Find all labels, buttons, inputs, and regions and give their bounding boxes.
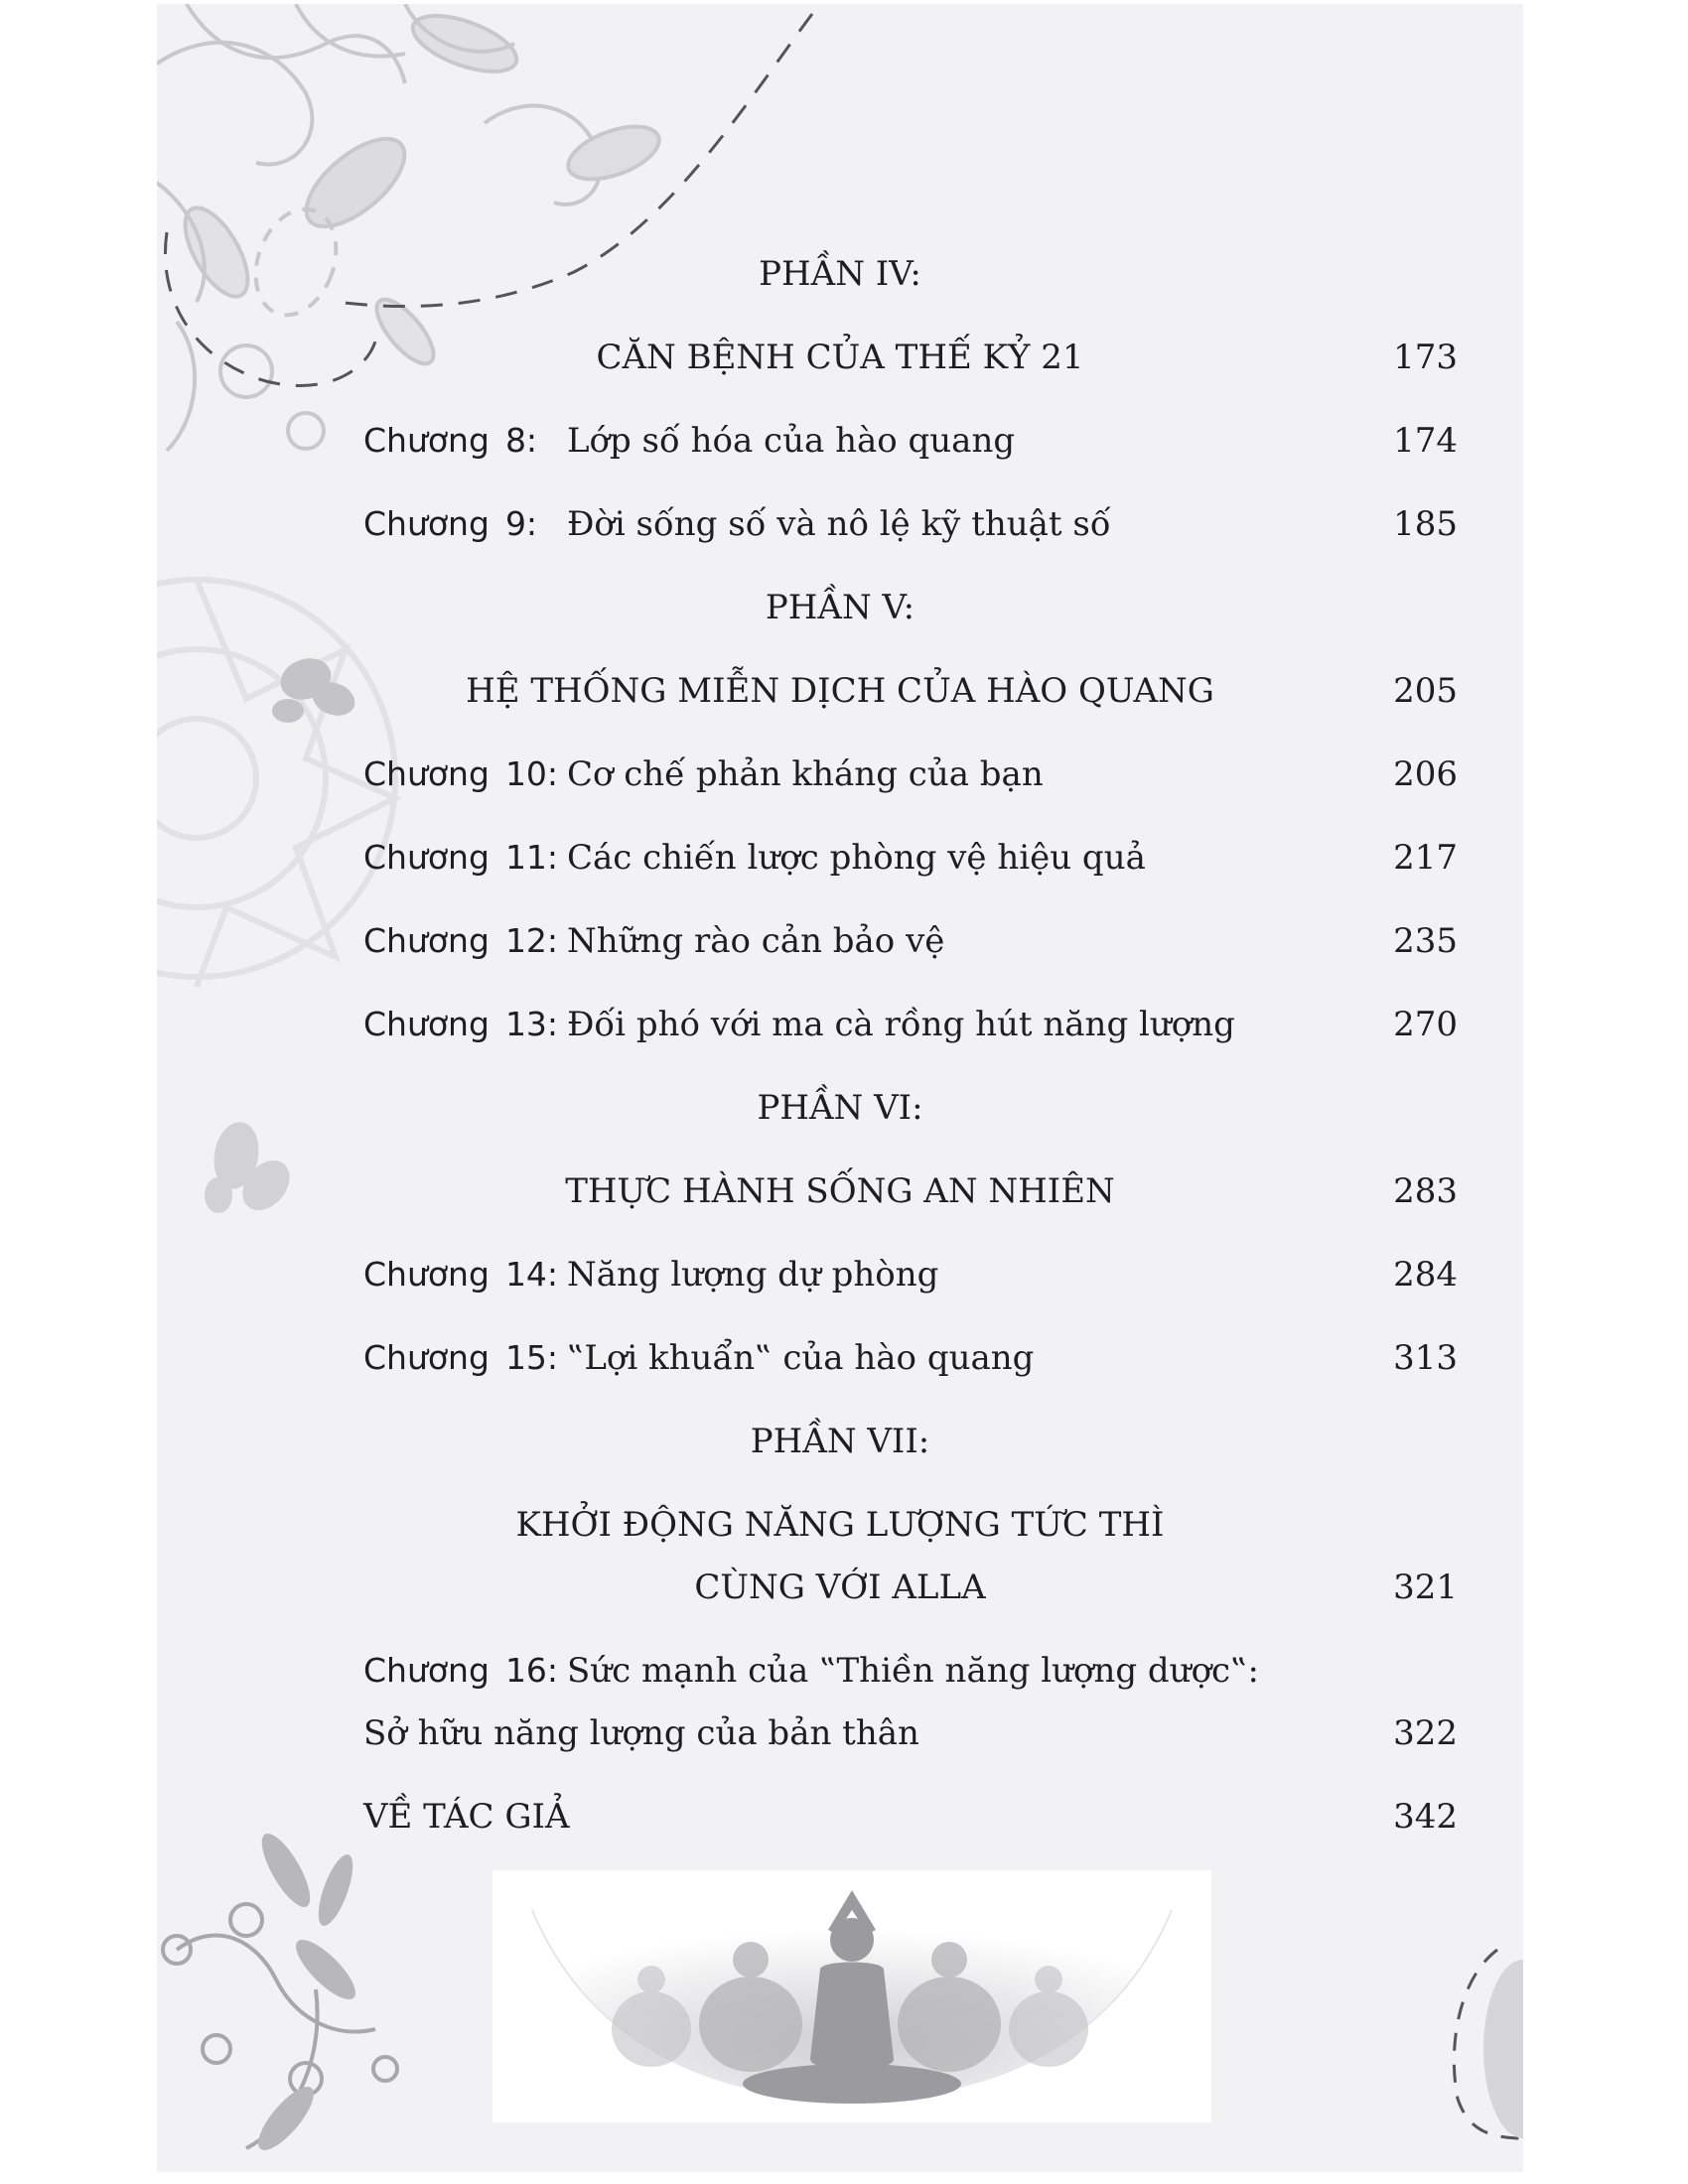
toc-entry-chapter-13 — [363, 1001, 1235, 1048]
part-6-page: 283 — [1393, 1171, 1458, 1211]
chapter-title: Năng lượng dự phòng — [566, 1255, 939, 1295]
chapter-number: 15: — [504, 1338, 559, 1377]
part-7-page: 321 — [1393, 1568, 1458, 1607]
chapter-prefix: Chương — [363, 421, 490, 460]
chapter-8-page: 174 — [1393, 421, 1458, 461]
chapter-number: 10: — [504, 754, 559, 793]
part-4-title: CĂN BỆNH CỦA THẾ KỶ 21 — [596, 338, 1084, 377]
chapter-number: 8: — [504, 421, 538, 460]
part-4-page: 173 — [1393, 338, 1458, 377]
chapter-number: 9: — [504, 504, 538, 543]
chapter-14-page: 284 — [1393, 1255, 1458, 1295]
chapter-title: Lớp số hóa của hào quang — [566, 421, 1016, 461]
chapter-16-title-line-2: Sở hữu năng lượng của bản thân — [363, 1713, 919, 1753]
toc-entry-chapter-10 — [363, 751, 1044, 798]
author-page: 342 — [1393, 1797, 1458, 1837]
chapter-prefix: Chương — [363, 504, 490, 543]
toc-entry-chapter-11 — [363, 834, 1146, 882]
chapter-prefix: Chương — [363, 1338, 490, 1377]
chapter-number: 11: — [504, 838, 559, 877]
part-7-title-line-2: CÙNG VỚI ALLA — [694, 1568, 986, 1607]
toc-entry-chapter-15 — [363, 1334, 1034, 1382]
chapter-prefix: Chương — [363, 838, 490, 877]
part-4-label: PHẦN IV: — [759, 254, 921, 294]
part-6-title: THỰC HÀNH SỐNG AN NHIÊN — [565, 1171, 1115, 1211]
part-6-label: PHẦN VI: — [757, 1088, 923, 1128]
part-5-label: PHẦN V: — [765, 588, 915, 627]
chapter-prefix: Chương — [363, 1651, 490, 1690]
chapter-title: ‟Lợi khuẩn‟ của hào quang — [566, 1338, 1035, 1378]
chapter-title: Cơ chế phản kháng của bạn — [566, 754, 1044, 794]
part-7-label: PHẦN VII: — [750, 1422, 930, 1461]
chapter-10-page: 206 — [1393, 754, 1458, 794]
part-5-title: HỆ THỐNG MIỄN DỊCH CỦA HÀO QUANG — [466, 671, 1214, 711]
meditation-figures-icon — [492, 1870, 1211, 2122]
chapter-15-page: 313 — [1393, 1338, 1458, 1378]
chapter-title: Sức mạnh của ‟Thiền năng lượng dược‟: — [566, 1651, 1259, 1691]
chapter-number: 14: — [504, 1255, 559, 1294]
chapter-number: 16: — [504, 1651, 559, 1690]
chapter-13-page: 270 — [1393, 1005, 1458, 1044]
chapter-title: Các chiến lược phòng vệ hiệu quả — [566, 838, 1146, 878]
book-page — [157, 4, 1523, 2172]
toc-entry-chapter-16 — [363, 1647, 1259, 1695]
toc-entry-chapter-14 — [363, 1251, 938, 1298]
chapter-prefix: Chương — [363, 1005, 490, 1043]
chapter-title: Đối phó với ma cà rồng hút năng lượng — [566, 1005, 1235, 1044]
chapter-number: 13: — [504, 1005, 559, 1043]
chapter-11-page: 217 — [1393, 838, 1458, 878]
toc-entry-chapter-9 — [363, 500, 1111, 548]
chapter-title: Đời sống số và nô lệ kỹ thuật số — [566, 504, 1111, 544]
chapter-number: 12: — [504, 921, 559, 960]
part-5-page: 205 — [1393, 671, 1458, 711]
chapter-prefix: Chương — [363, 921, 490, 960]
chapter-title: Những rào cản bảo vệ — [566, 921, 945, 961]
toc-entry-chapter-8 — [363, 417, 1015, 465]
chapter-9-page: 185 — [1393, 504, 1458, 544]
toc-entry-author: VỀ TÁC GIẢ — [363, 1797, 570, 1837]
meditation-illustration — [492, 1870, 1211, 2122]
part-7-title-line-1: KHỞI ĐỘNG NĂNG LƯỢNG TỨC THÌ — [515, 1505, 1165, 1545]
chapter-16-page: 322 — [1393, 1713, 1458, 1753]
chapter-12-page: 235 — [1393, 921, 1458, 961]
table-of-contents — [157, 4, 1523, 2172]
chapter-prefix: Chương — [363, 754, 490, 793]
toc-entry-chapter-12 — [363, 917, 944, 965]
chapter-prefix: Chương — [363, 1255, 490, 1294]
